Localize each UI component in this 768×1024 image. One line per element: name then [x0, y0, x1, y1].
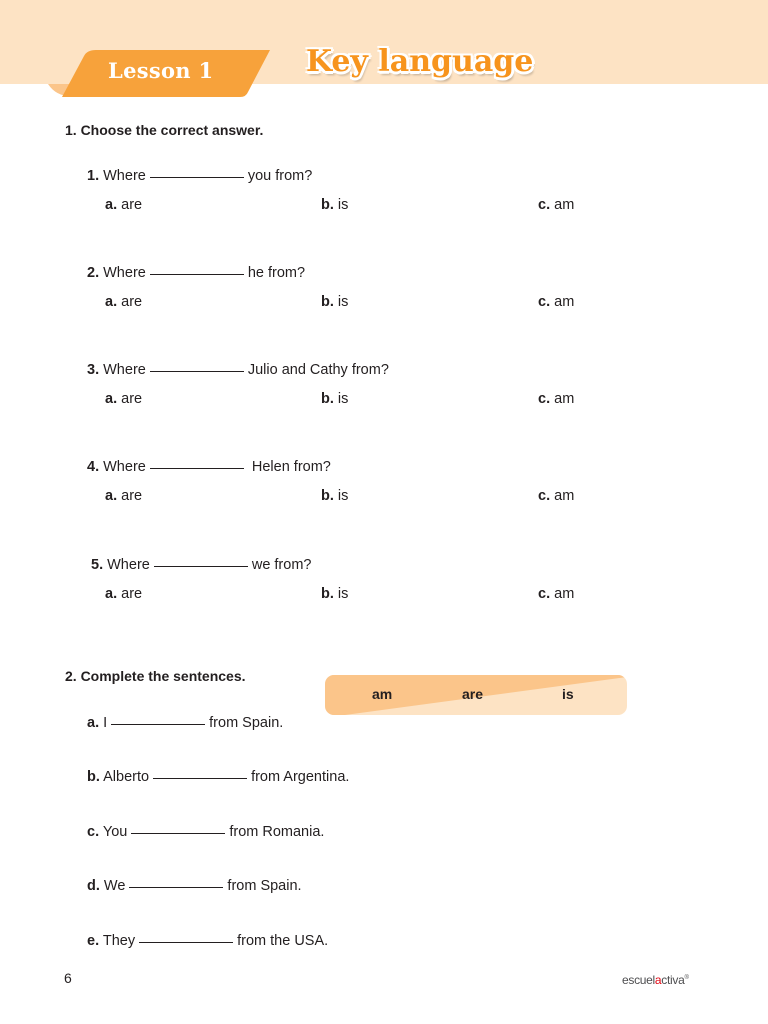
sentence-a: [87, 715, 283, 731]
question-text-after: Helen from?: [247, 459, 331, 475]
sentence-text-after: from Romania.: [229, 824, 325, 840]
answer-blank[interactable]: [111, 723, 205, 725]
question-text-before: Where: [103, 168, 146, 184]
exercise-1-heading: 1. Choose the correct answer.: [65, 122, 264, 138]
sentence-letter: d.: [87, 878, 100, 894]
sentence-text-after: from the USA.: [237, 933, 329, 949]
option-c[interactable]: c. am: [538, 586, 575, 602]
option-b[interactable]: b. is: [321, 294, 349, 310]
question-1: [87, 168, 312, 184]
answer-blank[interactable]: [154, 565, 248, 567]
sentence-letter: e.: [87, 933, 100, 949]
question-number: 2.: [87, 265, 100, 281]
answer-blank[interactable]: [150, 273, 244, 275]
sentence-text-after: from Spain.: [227, 878, 302, 894]
page-number: 6: [64, 970, 72, 986]
question-3: [87, 362, 389, 378]
option-b[interactable]: b. is: [321, 391, 349, 407]
answer-blank[interactable]: [150, 176, 244, 178]
sentence-c: [87, 824, 324, 840]
option-a[interactable]: a. are: [105, 488, 143, 504]
sentence-text-before: They: [102, 933, 136, 949]
option-a[interactable]: a. are: [105, 586, 143, 602]
option-a[interactable]: a. are: [105, 391, 143, 407]
answer-blank[interactable]: [150, 467, 244, 469]
sentence-letter: c.: [87, 824, 100, 840]
option-b[interactable]: b. is: [321, 197, 349, 213]
question-5: [91, 557, 311, 573]
sentence-text-before: I: [103, 715, 108, 731]
sentence-text-after: from Spain.: [209, 715, 284, 731]
question-2: [87, 265, 305, 281]
answer-blank[interactable]: [153, 777, 247, 779]
answer-blank[interactable]: [129, 886, 223, 888]
word-bank-are: are: [462, 686, 484, 702]
question-text-after: you from?: [247, 168, 313, 184]
word-bank-am: am: [372, 686, 393, 702]
sentence-text-before: Alberto: [103, 769, 150, 785]
question-number: 1.: [87, 168, 100, 184]
question-text-after: he from?: [247, 265, 306, 281]
publisher-logo: escuelactiva®: [622, 973, 689, 987]
sentence-letter: b.: [87, 769, 100, 785]
sentence-text-before: You: [102, 824, 128, 840]
question-4: [87, 459, 331, 475]
question-text-before: Where: [103, 265, 146, 281]
option-c[interactable]: c. am: [538, 197, 575, 213]
option-a[interactable]: a. are: [105, 197, 143, 213]
answer-blank[interactable]: [131, 832, 225, 834]
sentence-text-before: We: [103, 878, 126, 894]
sentence-text-after: from Argentina.: [251, 769, 350, 785]
option-c[interactable]: c. am: [538, 294, 575, 310]
sentence-letter: a.: [87, 715, 100, 731]
lesson-label: Lesson 1: [108, 58, 214, 83]
sentence-e: [87, 933, 328, 949]
option-c[interactable]: c. am: [538, 391, 575, 407]
answer-blank[interactable]: [150, 370, 244, 372]
page-title: Key language: [306, 44, 534, 79]
option-b[interactable]: b. is: [321, 586, 349, 602]
question-number: 5.: [91, 557, 104, 573]
option-b[interactable]: b. is: [321, 488, 349, 504]
question-text-before: Where: [107, 557, 150, 573]
question-number: 3.: [87, 362, 100, 378]
exercise-2-heading: 2. Complete the sentences.: [65, 668, 246, 684]
sentence-d: [87, 878, 302, 894]
question-text-before: Where: [103, 459, 146, 475]
answer-blank[interactable]: [139, 941, 233, 943]
question-number: 4.: [87, 459, 100, 475]
sentence-b: [87, 769, 349, 785]
option-a[interactable]: a. are: [105, 294, 143, 310]
word-bank-is: is: [562, 686, 574, 702]
lesson-tab: [0, 0, 300, 110]
question-text-before: Where: [103, 362, 146, 378]
question-text-after: Julio and Cathy from?: [247, 362, 389, 378]
question-text-after: we from?: [251, 557, 312, 573]
option-c[interactable]: c. am: [538, 488, 575, 504]
